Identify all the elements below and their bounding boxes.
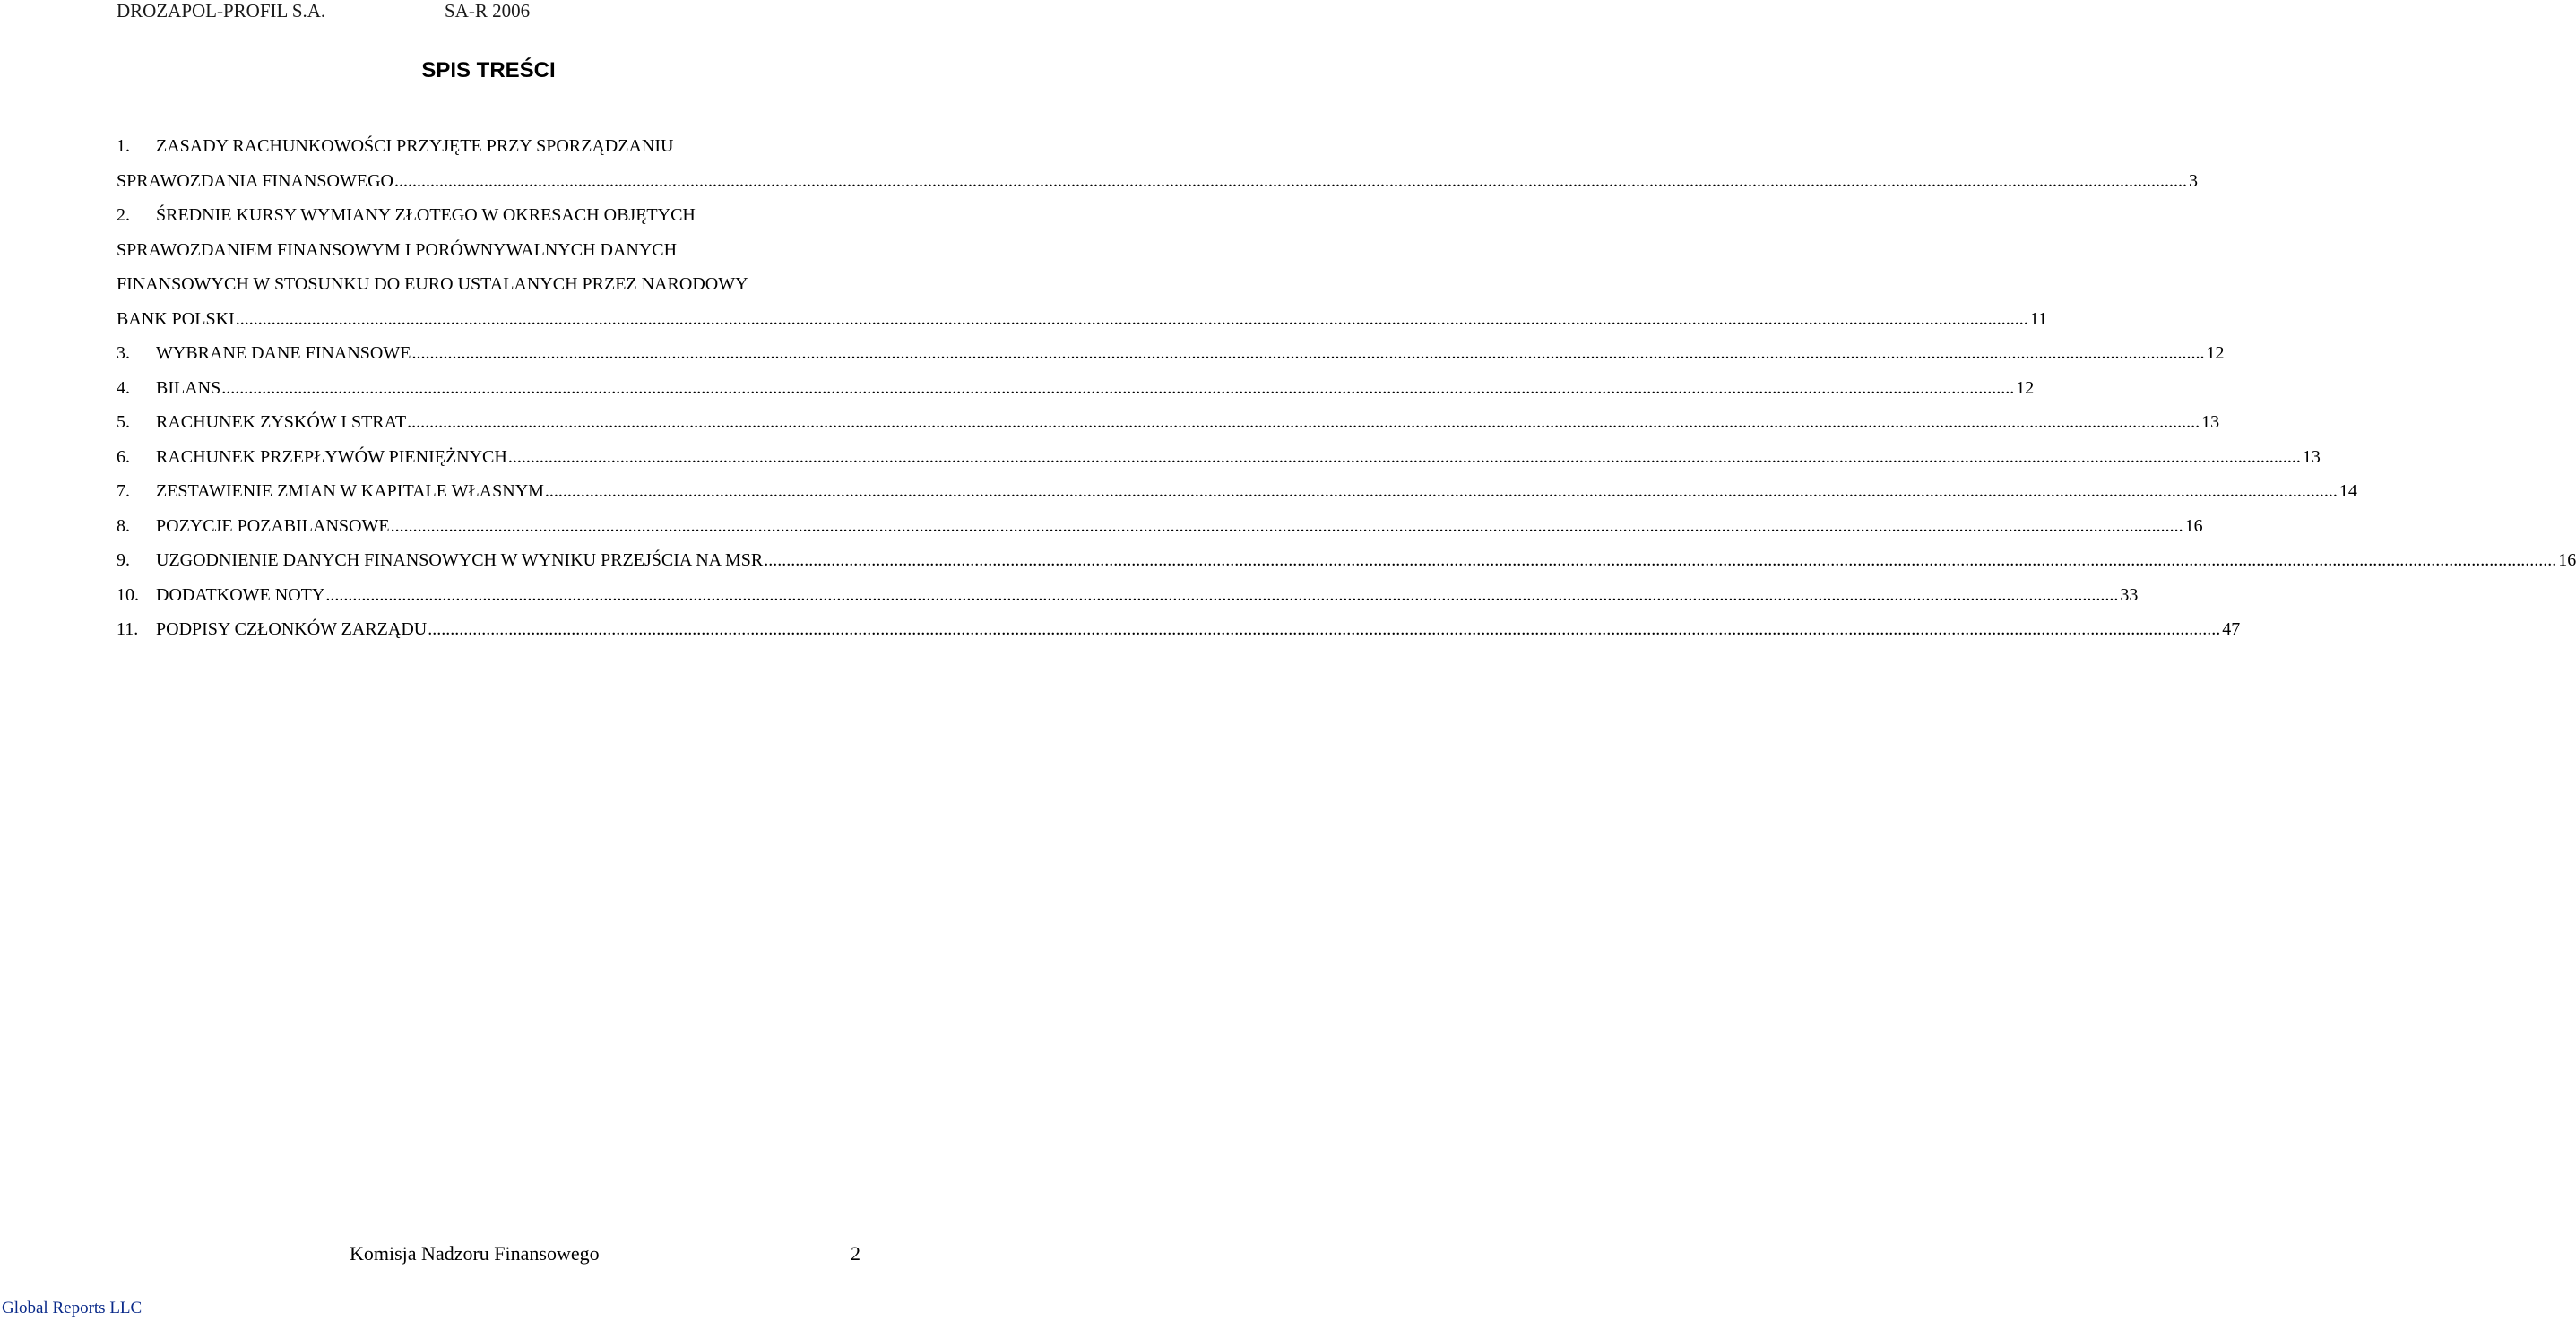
toc-entry-number: 6. bbox=[117, 446, 130, 467]
toc-entry[interactable] bbox=[117, 440, 2321, 475]
toc-entry-line bbox=[117, 612, 2241, 647]
toc-entry-line bbox=[117, 543, 2576, 578]
toc-entry-title: ŚREDNIE KURSY WYMIANY ZŁOTEGO W OKRESACH OBJĘTYCH bbox=[156, 205, 696, 225]
toc-entry-page: 12 bbox=[2206, 343, 2225, 363]
header-company-name: DROZAPOL-PROFIL S.A. bbox=[117, 0, 326, 22]
toc-leader-dots: ................................................................................................................................................................................................................................................................................................................................................................................................................ bbox=[221, 377, 2015, 398]
toc-entry-title: PODPISY CZŁONKÓW ZARZĄDU bbox=[156, 619, 428, 639]
toc-entry-title: POZYCJE POZABILANSOWE bbox=[156, 515, 390, 536]
toc-entry[interactable] bbox=[117, 543, 2576, 578]
toc-entry-number: 1. bbox=[117, 136, 130, 156]
toc-entry-page: 13 bbox=[2302, 446, 2321, 467]
toc-entry-line bbox=[117, 474, 2357, 509]
toc-entry-page: 11 bbox=[2029, 308, 2047, 329]
toc-entry-number: 11. bbox=[117, 619, 139, 639]
toc-entry-page: 12 bbox=[2016, 377, 2035, 398]
toc-entry-line bbox=[117, 578, 2139, 613]
toc-entry-line bbox=[117, 336, 2225, 371]
toc-entry-line bbox=[117, 198, 860, 233]
toc-entry[interactable] bbox=[117, 578, 2139, 613]
toc-entry-line bbox=[117, 302, 2047, 337]
toc-entry-line bbox=[117, 129, 860, 164]
toc-entry-title: RACHUNEK ZYSKÓW I STRAT bbox=[156, 412, 407, 432]
toc-entry-number: 5. bbox=[117, 412, 130, 432]
toc-entry-line bbox=[117, 164, 2198, 199]
toc-leader-dots: ................................................................................................................................................................................................................................................................................................................................................................................................................ bbox=[428, 619, 2221, 639]
toc-entry-line bbox=[117, 440, 2321, 475]
table-of-contents bbox=[117, 129, 2576, 647]
toc-entry-title: RACHUNEK PRZEPŁYWÓW PIENIĘŻNYCH bbox=[156, 446, 507, 467]
toc-entry-title: UZGODNIENIE DANYCH FINANSOWYCH W WYNIKU PRZEJŚCIA NA MSR bbox=[156, 550, 764, 570]
toc-entry-title: BANK POLSKI bbox=[117, 308, 235, 329]
toc-entry-number: 8. bbox=[117, 515, 130, 536]
toc-entry[interactable] bbox=[117, 371, 2035, 406]
watermark: Global Reports LLC bbox=[2, 1299, 143, 1317]
toc-entry-title: SPRAWOZDANIA FINANSOWEGO bbox=[117, 170, 393, 191]
toc-entry[interactable] bbox=[117, 612, 2241, 647]
toc-entry-number: 3. bbox=[117, 343, 130, 363]
toc-leader-dots: ................................................................................................................................................................................................................................................................................................................................................................................................................ bbox=[544, 481, 2338, 501]
toc-entry-title: ZESTAWIENIE ZMIAN W KAPITALE WŁASNYM bbox=[156, 481, 544, 501]
toc-leader-dots: ................................................................................................................................................................................................................................................................................................................................................................................................................ bbox=[393, 170, 2187, 191]
toc-entry-title: WYBRANE DANE FINANSOWE bbox=[156, 343, 411, 363]
toc-entry[interactable] bbox=[117, 405, 2220, 440]
toc-entry-line bbox=[117, 405, 2220, 440]
toc-entry[interactable] bbox=[117, 474, 2357, 509]
toc-entry[interactable] bbox=[117, 129, 2198, 198]
toc-entry-title: ZASADY RACHUNKOWOŚCI PRZYJĘTE PRZY SPORZĄDZANIU bbox=[156, 136, 674, 156]
toc-entry-number: 10. bbox=[117, 584, 139, 605]
toc-entry-page: 13 bbox=[2201, 412, 2220, 432]
toc-entry-title: BILANS bbox=[156, 377, 221, 398]
page-title: SPIS TREŚCI bbox=[421, 58, 556, 82]
toc-entry-number: 4. bbox=[117, 377, 130, 398]
footer-text: Komisja Nadzoru Finansowego bbox=[350, 1242, 600, 1265]
toc-entry-page: 16 bbox=[2558, 550, 2576, 570]
toc-entry-page: 3 bbox=[2188, 170, 2198, 191]
toc-entry-title: DODATKOWE NOTY bbox=[156, 584, 325, 605]
toc-entry[interactable] bbox=[117, 336, 2225, 371]
toc-entry-line bbox=[117, 267, 860, 302]
toc-entry-number: 7. bbox=[117, 481, 130, 501]
toc-leader-dots: ................................................................................................................................................................................................................................................................................................................................................................................................................ bbox=[764, 550, 2557, 570]
toc-entry-title: FINANSOWYCH W STOSUNKU DO EURO USTALANYCH PRZEZ NARODOWY bbox=[117, 274, 748, 294]
toc-entry-page: 16 bbox=[2184, 515, 2203, 536]
toc-entry-title: SPRAWOZDANIEM FINANSOWYM I PORÓWNYWALNYCH DANYCH bbox=[117, 239, 678, 260]
toc-leader-dots: ................................................................................................................................................................................................................................................................................................................................................................................................................ bbox=[390, 515, 2183, 536]
toc-entry-line bbox=[117, 371, 2035, 406]
toc-leader-dots: ................................................................................................................................................................................................................................................................................................................................................................................................................ bbox=[507, 446, 2301, 467]
toc-entry-page: 33 bbox=[2120, 584, 2139, 605]
toc-entry[interactable] bbox=[117, 509, 2203, 544]
toc-entry-line bbox=[117, 233, 860, 268]
toc-entry-number: 2. bbox=[117, 205, 130, 225]
header-report-id: SA-R 2006 bbox=[445, 0, 531, 22]
toc-leader-dots: ................................................................................................................................................................................................................................................................................................................................................................................................................ bbox=[325, 584, 2119, 605]
toc-entry-page: 14 bbox=[2338, 481, 2357, 501]
toc-leader-dots: ................................................................................................................................................................................................................................................................................................................................................................................................................ bbox=[411, 343, 2205, 363]
toc-leader-dots: ................................................................................................................................................................................................................................................................................................................................................................................................................ bbox=[235, 308, 2028, 329]
toc-entry-number: 9. bbox=[117, 550, 130, 570]
toc-entry-page: 47 bbox=[2222, 619, 2241, 639]
toc-entry[interactable] bbox=[117, 198, 2047, 336]
toc-entry-line bbox=[117, 509, 2203, 544]
footer-page-number: 2 bbox=[851, 1242, 860, 1265]
toc-leader-dots: ................................................................................................................................................................................................................................................................................................................................................................................................................ bbox=[407, 412, 2200, 432]
